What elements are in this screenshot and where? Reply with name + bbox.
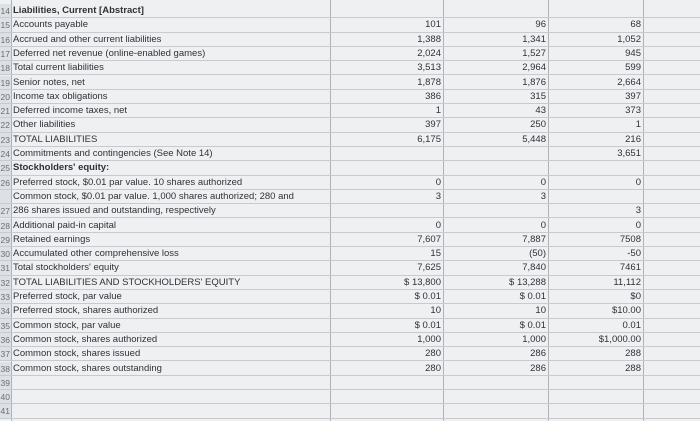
value-cell[interactable]: 1,341 <box>522 33 546 45</box>
value-cell[interactable]: 7,887 <box>522 233 546 245</box>
table-row[interactable] <box>0 233 700 247</box>
value-cell[interactable] <box>330 147 443 161</box>
value-cell[interactable]: -50 <box>627 248 641 260</box>
value-cell[interactable]: 7,840 <box>522 262 546 274</box>
value-cell[interactable]: 7,625 <box>417 262 441 274</box>
value-cell[interactable]: 2,024 <box>417 47 441 59</box>
value-cell[interactable]: 68 <box>630 19 641 31</box>
table-row[interactable] <box>0 376 700 390</box>
value-cell[interactable]: 101 <box>425 19 441 31</box>
row-number[interactable]: 20 <box>0 91 10 102</box>
value-cell[interactable] <box>443 4 548 18</box>
row-label-cell[interactable]: 286 shares issued and outstanding, respectively <box>13 205 216 217</box>
row-label-cell[interactable]: Deferred income taxes, net <box>13 105 128 117</box>
table-row[interactable] <box>0 61 700 75</box>
value-cell[interactable] <box>330 376 443 390</box>
value-cell[interactable]: 3 <box>635 205 641 217</box>
row-label-cell[interactable]: Common stock, shares authorized <box>13 333 158 345</box>
value-cell[interactable]: 280 <box>425 362 441 374</box>
value-cell[interactable]: 15 <box>430 248 441 260</box>
value-cell[interactable]: 397 <box>625 90 641 102</box>
value-cell[interactable]: 280 <box>425 348 441 360</box>
row-label-cell[interactable]: Total current liabilities <box>13 62 104 74</box>
row-label-cell[interactable]: TOTAL LIABILITIES <box>13 133 98 145</box>
row-label-cell[interactable]: Deferred net revenue (online-enabled games) <box>13 47 206 59</box>
value-cell[interactable]: 3,651 <box>617 148 641 159</box>
table-row[interactable] <box>0 147 700 161</box>
value-cell[interactable]: 3 <box>435 190 441 202</box>
row-number[interactable]: 18 <box>0 63 10 74</box>
row-label-cell[interactable]: Preferred stock, par value <box>13 291 122 302</box>
value-cell[interactable]: 216 <box>625 133 641 145</box>
table-row[interactable] <box>0 190 700 204</box>
value-cell[interactable] <box>443 404 548 418</box>
value-cell[interactable] <box>443 161 548 175</box>
value-cell[interactable]: 1 <box>635 119 641 131</box>
value-cell[interactable]: 386 <box>425 90 441 102</box>
table-row[interactable] <box>0 247 700 261</box>
value-cell[interactable] <box>330 161 443 175</box>
table-row[interactable] <box>0 261 700 275</box>
value-cell[interactable] <box>443 390 548 404</box>
row-label-cell[interactable]: Commitments and contingencies (See Note 14) <box>13 148 213 159</box>
value-cell[interactable] <box>330 404 443 418</box>
table-row[interactable] <box>0 118 700 132</box>
table-row[interactable] <box>0 76 700 90</box>
value-cell[interactable]: $ 0.01 <box>414 319 441 331</box>
value-cell[interactable]: 3,513 <box>417 62 441 74</box>
value-cell[interactable] <box>330 4 443 18</box>
row-number[interactable]: 40 <box>0 392 10 403</box>
row-label-cell[interactable]: Senior notes, net <box>13 76 85 88</box>
row-number[interactable]: 27 <box>0 206 10 217</box>
row-number[interactable] <box>0 190 11 203</box>
value-cell[interactable]: 2,964 <box>522 62 546 74</box>
value-cell[interactable] <box>330 204 443 218</box>
row-number[interactable]: 33 <box>0 292 10 302</box>
table-row[interactable] <box>0 347 700 361</box>
table-row[interactable] <box>0 47 700 61</box>
value-cell[interactable]: 1,876 <box>522 76 546 88</box>
value-cell[interactable]: $ 13,800 <box>404 276 441 288</box>
table-row[interactable] <box>0 390 700 404</box>
value-cell[interactable]: 599 <box>625 62 641 74</box>
value-cell[interactable]: 945 <box>625 47 641 59</box>
table-row[interactable] <box>0 4 700 18</box>
value-cell[interactable]: 1,000 <box>522 333 546 345</box>
table-row[interactable] <box>0 304 700 318</box>
row-number[interactable]: 16 <box>0 34 10 45</box>
table-row[interactable] <box>0 319 700 333</box>
value-cell[interactable]: 10 <box>430 305 441 317</box>
row-label-cell[interactable]: Accumulated other comprehensive loss <box>13 248 179 260</box>
value-cell[interactable]: 10 <box>535 305 546 317</box>
value-cell[interactable]: 0 <box>435 219 441 231</box>
table-row[interactable] <box>0 204 700 218</box>
row-label-cell[interactable]: Common stock, shares issued <box>13 348 141 360</box>
row-number[interactable]: 14 <box>0 6 10 16</box>
row-number[interactable]: 37 <box>0 349 10 360</box>
value-cell[interactable]: 3 <box>540 190 546 202</box>
value-cell[interactable]: 288 <box>625 362 641 374</box>
table-row[interactable] <box>0 133 700 147</box>
value-cell[interactable] <box>443 204 548 218</box>
value-cell[interactable]: 5,448 <box>522 133 546 145</box>
row-label-cell[interactable]: Accrued and other current liabilities <box>13 33 162 45</box>
value-cell[interactable] <box>548 4 643 18</box>
value-cell[interactable]: 0 <box>635 219 641 231</box>
row-number[interactable]: 22 <box>0 120 10 131</box>
row-label-cell[interactable]: Liabilities, Current [Abstract] <box>13 5 144 16</box>
table-row[interactable] <box>0 290 700 304</box>
row-label-cell[interactable]: Income tax obligations <box>13 90 108 102</box>
value-cell[interactable]: $ 0.01 <box>519 319 546 331</box>
row-number[interactable]: 36 <box>0 334 10 345</box>
row-number[interactable]: 23 <box>0 134 10 145</box>
row-label-cell[interactable]: Accounts payable <box>13 19 88 31</box>
value-cell[interactable]: 1,388 <box>417 33 441 45</box>
value-cell[interactable] <box>330 390 443 404</box>
value-cell[interactable]: 11,112 <box>613 276 641 288</box>
value-cell[interactable]: $ 0.01 <box>519 291 546 302</box>
value-cell[interactable]: 286 <box>530 362 546 374</box>
row-number[interactable]: 39 <box>0 377 10 388</box>
row-label-cell[interactable]: Total stockholders' equity <box>13 262 119 274</box>
row-number[interactable]: 28 <box>0 220 10 231</box>
table-row[interactable] <box>0 176 700 190</box>
value-cell[interactable]: $10.00 <box>611 305 641 317</box>
row-label-cell[interactable]: Preferred stock, $0.01 par value. 10 shares authorized <box>13 176 243 188</box>
table-row[interactable] <box>0 18 700 32</box>
value-cell[interactable]: 1,878 <box>417 76 441 88</box>
value-cell[interactable]: $ 0.01 <box>414 291 441 302</box>
value-cell[interactable] <box>548 404 643 418</box>
table-row[interactable] <box>0 404 700 418</box>
value-cell[interactable]: 250 <box>530 119 546 131</box>
row-number[interactable]: 15 <box>0 20 10 31</box>
value-cell[interactable]: 397 <box>425 119 441 131</box>
value-cell[interactable]: 2,664 <box>617 76 641 88</box>
value-cell[interactable]: $1,000.00 <box>598 333 641 345</box>
value-cell[interactable]: 43 <box>535 105 546 117</box>
row-label-cell[interactable]: TOTAL LIABILITIES AND STOCKHOLDERS' EQUITY <box>13 276 241 288</box>
value-cell[interactable]: 0 <box>635 176 641 188</box>
value-cell[interactable] <box>548 390 643 404</box>
value-cell[interactable]: 6,175 <box>417 133 441 145</box>
value-cell[interactable]: 0.01 <box>622 319 641 331</box>
value-cell[interactable]: (50) <box>529 248 546 260</box>
row-number[interactable]: 32 <box>0 277 10 288</box>
value-cell[interactable]: 7461 <box>619 262 641 274</box>
value-cell[interactable] <box>548 161 643 175</box>
value-cell[interactable]: 1,000 <box>417 333 441 345</box>
row-label-cell[interactable]: Retained earnings <box>13 233 91 245</box>
row-label-cell[interactable]: Common stock, par value <box>13 319 121 331</box>
row-number[interactable]: 25 <box>0 163 10 174</box>
row-label-cell[interactable]: Preferred stock, shares authorized <box>13 305 159 317</box>
row-number[interactable]: 35 <box>0 320 10 331</box>
value-cell[interactable]: 1,052 <box>617 33 641 45</box>
row-number[interactable]: 30 <box>0 249 10 260</box>
row-number[interactable]: 38 <box>0 363 10 374</box>
value-cell[interactable]: $0 <box>630 291 641 302</box>
value-cell[interactable]: 7,607 <box>417 233 441 245</box>
value-cell[interactable]: 0 <box>540 176 546 188</box>
row-number[interactable]: 26 <box>0 177 10 188</box>
row-number[interactable]: 41 <box>0 406 10 417</box>
row-label-cell[interactable]: Common stock, $0.01 par value. 1,000 shares authorized; 280 and <box>13 190 294 202</box>
row-number[interactable]: 34 <box>0 306 10 317</box>
row-number[interactable]: 19 <box>0 77 10 88</box>
value-cell[interactable] <box>443 376 548 390</box>
table-row[interactable] <box>0 333 700 347</box>
table-row[interactable] <box>0 276 700 290</box>
value-cell[interactable]: 315 <box>530 90 546 102</box>
value-cell[interactable]: $ 13,288 <box>509 276 546 288</box>
value-cell[interactable] <box>548 190 643 204</box>
row-label-cell[interactable]: Common stock, shares outstanding <box>13 362 162 374</box>
value-cell[interactable]: 1 <box>435 105 441 117</box>
table-row[interactable] <box>0 362 700 376</box>
value-cell[interactable]: 7508 <box>619 233 641 245</box>
row-label-cell[interactable]: Additional paid-in capital <box>13 219 116 231</box>
row-label-cell[interactable]: Other liabilities <box>13 119 76 131</box>
table-row[interactable] <box>0 219 700 233</box>
value-cell[interactable]: 1,527 <box>522 47 546 59</box>
value-cell[interactable] <box>548 376 643 390</box>
row-number[interactable]: 31 <box>0 263 10 274</box>
row-number[interactable]: 17 <box>0 48 10 59</box>
value-cell[interactable]: 288 <box>625 348 641 360</box>
value-cell[interactable]: 0 <box>435 176 441 188</box>
table-row[interactable] <box>0 33 700 47</box>
value-cell[interactable] <box>443 147 548 161</box>
row-number[interactable]: 29 <box>0 234 10 245</box>
row-label-cell[interactable]: Stockholders' equity: <box>13 162 110 174</box>
value-cell[interactable]: 286 <box>530 348 546 360</box>
table-row[interactable] <box>0 104 700 118</box>
value-cell[interactable]: 0 <box>540 219 546 231</box>
row-number[interactable]: 21 <box>0 106 10 117</box>
value-cell[interactable]: 373 <box>625 105 641 117</box>
row-number[interactable]: 24 <box>0 149 10 159</box>
table-row[interactable] <box>0 161 700 175</box>
value-cell[interactable]: 96 <box>535 19 546 31</box>
table-row[interactable] <box>0 90 700 104</box>
